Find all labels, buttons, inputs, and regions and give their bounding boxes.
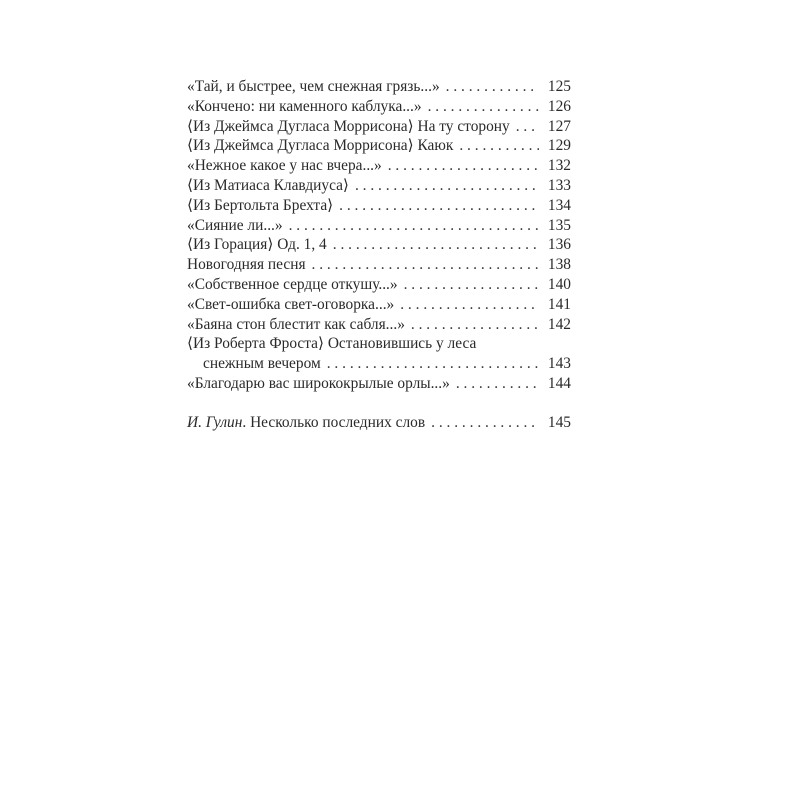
toc-entry-title: ⟨Из Бертольта Брехта⟩: [187, 196, 334, 214]
dot-leader: [355, 176, 539, 196]
toc-entry-title-continuation: снежным вечером: [203, 355, 321, 373]
table-of-contents: [187, 77, 571, 433]
toc-entry[interactable]: [187, 77, 571, 97]
toc-entry-title: «Тай, и быстрее, чем снежная грязь...»: [187, 78, 440, 95]
section-spacer: [187, 394, 571, 413]
toc-entry-page: 145: [547, 413, 571, 431]
dot-leader: [411, 315, 539, 335]
toc-entry-title: «Баяна стон блестит как сабля...»: [187, 315, 405, 333]
dot-leader: [388, 156, 539, 176]
afterword-title: . Несколько последних слов: [242, 413, 426, 431]
toc-entry[interactable]: [187, 255, 571, 275]
toc-entry-title: ⟨Из Матиаса Клавдиуса⟩: [187, 176, 349, 194]
toc-entry-title: «Сияние ли...»: [187, 216, 283, 234]
dot-leader: [456, 374, 539, 394]
toc-entry[interactable]: [187, 275, 571, 295]
dot-leader: [339, 196, 539, 216]
toc-entry-page: 129: [547, 137, 571, 155]
dot-leader: [516, 117, 539, 137]
toc-entry-title: «Кончено: ни каменного каблука...»: [187, 97, 422, 115]
toc-entry[interactable]: [187, 374, 571, 394]
dot-leader: [404, 275, 539, 295]
toc-entry-page: 142: [547, 315, 571, 333]
dot-leader: [327, 354, 539, 374]
toc-entry[interactable]: [187, 97, 571, 117]
toc-entry[interactable]: [187, 156, 571, 176]
toc-entry[interactable]: [187, 235, 571, 255]
toc-entry-page: 135: [547, 216, 571, 234]
toc-entry[interactable]: [187, 117, 571, 137]
toc-entry[interactable]: [187, 315, 571, 335]
toc-entry[interactable]: [187, 295, 571, 315]
dot-leader: [459, 136, 539, 156]
toc-entry-page: 141: [547, 295, 571, 313]
toc-entry-page: 133: [547, 176, 571, 194]
dot-leader: [428, 97, 539, 117]
toc-entry-page: 126: [547, 97, 571, 115]
toc-entry-multiline[interactable]: [187, 334, 571, 374]
toc-entry-page: 138: [547, 256, 571, 274]
toc-entry-title: «Нежное какое у нас вчера...»: [187, 157, 382, 175]
afterword-author: И. Гулин: [187, 413, 243, 431]
toc-entry[interactable]: [187, 216, 571, 236]
dot-leader: [289, 216, 539, 236]
toc-entry-title: ⟨Из Джеймса Дугласа Моррисона⟩ На ту сторону: [187, 117, 510, 135]
toc-entry-title: [187, 413, 425, 433]
dot-leader: [312, 255, 539, 275]
toc-entry-page: 140: [547, 275, 571, 293]
dot-leader: [333, 235, 539, 255]
toc-entry-title: ⟨Из Джеймса Дугласа Моррисона⟩ Каюк: [187, 137, 454, 155]
toc-entry[interactable]: [187, 196, 571, 216]
toc-entry-title: «Свет-ошибка свет-оговорка...»: [187, 295, 395, 313]
toc-entry-page: 143: [547, 355, 571, 373]
toc-entry[interactable]: [187, 136, 571, 156]
toc-entry-page: 132: [547, 157, 571, 175]
toc-entry-title: «Собственное сердце откушу...»: [187, 275, 398, 293]
toc-entry-afterword[interactable]: [187, 413, 571, 433]
dot-leader: [446, 77, 539, 97]
toc-entry[interactable]: [187, 176, 571, 196]
toc-entry-page: 134: [547, 196, 571, 214]
dot-leader: [400, 295, 539, 315]
toc-entry-page: 144: [547, 374, 571, 392]
toc-entry-title: Новогодняя песня: [187, 256, 306, 274]
toc-entry-title: ⟨Из Роберта Фроста⟩ Остановившись у леса: [187, 335, 477, 353]
toc-entry-title: ⟨Из Горация⟩ Од. 1, 4: [187, 236, 327, 254]
toc-entry-page: 127: [547, 117, 571, 135]
toc-entry-page: 136: [547, 236, 571, 254]
toc-entry-page: 125: [547, 78, 571, 95]
dot-leader: [431, 413, 539, 433]
toc-entry-title: «Благодарю вас ширококрылые орлы...»: [187, 374, 450, 392]
